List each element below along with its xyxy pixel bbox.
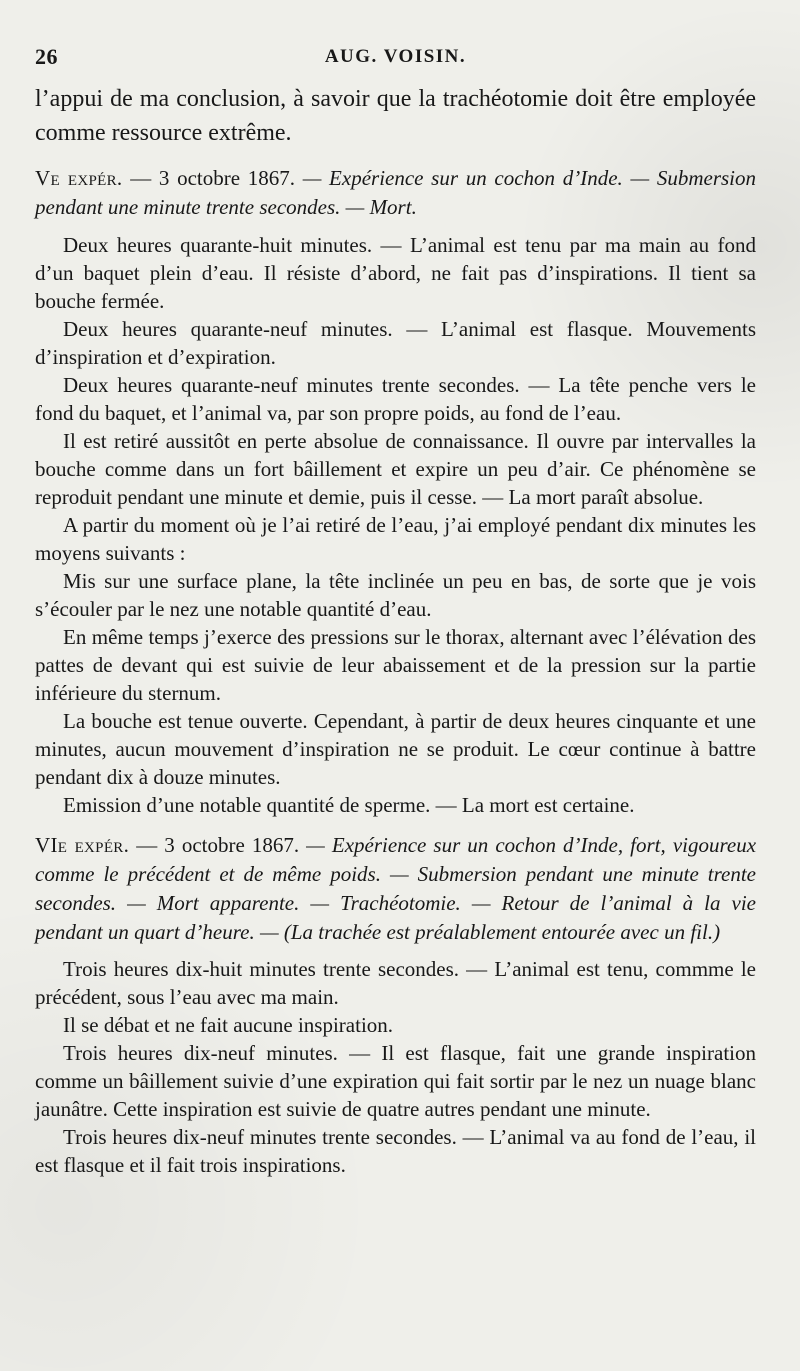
experiment-5-date: — 3 octobre 1867.	[130, 166, 295, 190]
experiment-5-label: Ve expér.	[35, 166, 123, 190]
experiment-6-paragraph-2: Il se débat et ne fait aucune inspiration.	[63, 1013, 394, 1037]
experiment-5-paragraph-9: Emission d’une notable quantité de sperme. — La mort est certaine.	[63, 793, 635, 817]
experiment-5-paragraph-4: Il est retiré aussitôt en perte absolue de connaissance. Il ouvre par intervalles la bouche comme dans un fort bâillement et expire un peu d’air. Ce phénomène se reproduit pendant une minute et demie, puis il cesse. — La mort paraît absolue.	[35, 429, 756, 509]
running-title: AUG. VOISIN.	[324, 46, 467, 67]
experiment-5-paragraph-1: Deux heures quarante-huit minutes. — L’animal est tenu par ma main au fond d’un baquet plein d’eau. Il résiste d’abord, ne fait pas d’inspirations. Il tient sa bouche fermée.	[35, 233, 756, 313]
experiment-6-heading	[35, 831, 756, 947]
experiment-6-date: — 3 octobre 1867.	[136, 833, 300, 857]
experiment-6-section	[35, 831, 756, 1179]
experiment-5-heading	[35, 164, 756, 222]
experiment-5-description: — Expérience sur un cochon d’Inde. — Submersion pendant une minute trente secondes. — Mort.	[35, 166, 757, 219]
experiment-6-paragraph-1: Trois heures dix-huit minutes trente secondes. — L’animal est tenu, commme le précédent, sous l’eau avec ma main.	[35, 957, 756, 1009]
experiment-5-paragraph-6: Mis sur une surface plane, la tête inclinée un peu en bas, de sorte que je vois s’écouler par le nez une notable quantité d’eau.	[35, 569, 756, 621]
experiment-5-paragraph-8: La bouche est tenue ouverte. Cependant, à partir de deux heures cinquante et une minutes, aucun mouvement d’inspiration ne se produit. Le cœur continue à battre pendant dix à douze minutes.	[35, 709, 756, 789]
experiment-5-section	[35, 164, 756, 819]
experiment-5-paragraph-2: Deux heures quarante-neuf minutes. — L’animal est flasque. Mouvements d’inspiration et d’expiration.	[35, 317, 756, 369]
experiment-6-label: VIe expér.	[35, 833, 130, 857]
experiment-5-paragraph-5: A partir du moment où je l’ai retiré de l’eau, j’ai employé pendant dix minutes les moyens suivants :	[35, 513, 756, 565]
experiment-6-description: — Expérience sur un cochon d’Inde, fort, vigoureux comme le précédent et de même poids. — Submersion pendant une minute trente secondes. — Mort apparente. — Trachéotomie. — Retour de l’animal à la vie pendant un quart d’heure. — (La trachée est préalablement entourée avec un fil.)	[35, 833, 757, 944]
page-number: 26	[35, 44, 58, 69]
experiment-5-paragraph-7: En même temps j’exerce des pressions sur le thorax, alternant avec l’élévation des pattes de devant qui est suivie de leur abaissement et de la pression sur la partie inférieure du sternum.	[35, 625, 756, 705]
experiment-5-paragraph-3: Deux heures quarante-neuf minutes trente secondes. — La tête penche vers le fond du baquet, et l’animal va, par son propre poids, au fond de l’eau.	[35, 373, 756, 425]
intro-text: l’appui de ma conclusion, à savoir que la trachéotomie doit être employée comme ressource extrême.	[35, 86, 756, 146]
experiment-6-paragraph-3: Trois heures dix-neuf minutes. — Il est flasque, fait une grande inspiration comme un bâillement suivie d’une expiration qui fait sortir par le nez un nuage blanc jaunâtre. Cette inspiration est suivie de quatre autres pendant une minute.	[35, 1041, 756, 1121]
running-head	[35, 36, 756, 78]
experiment-6-paragraph-4: Trois heures dix-neuf minutes trente secondes. — L’animal va au fond de l’eau, il est flasque et il fait trois inspirations.	[35, 1125, 756, 1177]
